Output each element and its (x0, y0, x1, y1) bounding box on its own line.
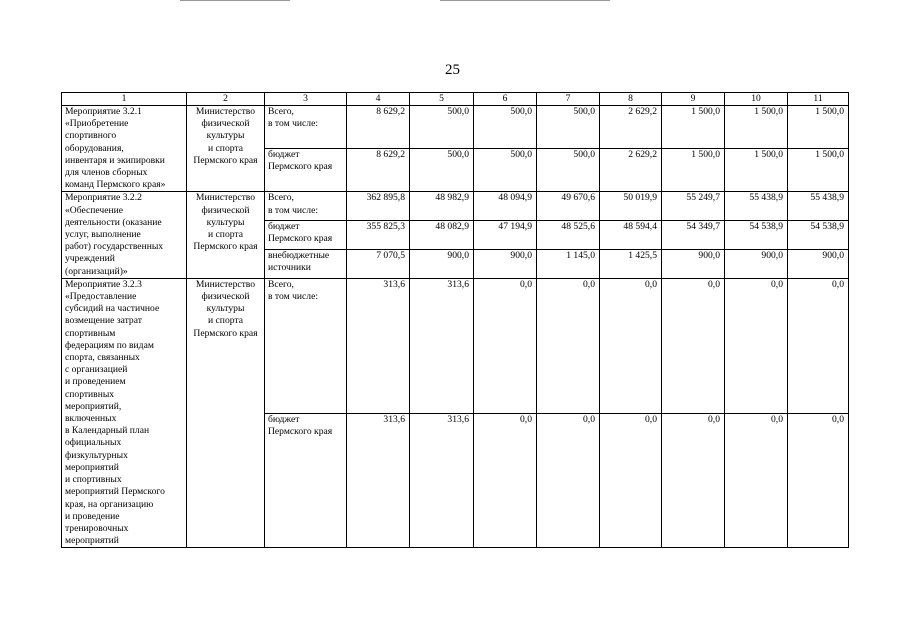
executor-line: Министерство (195, 278, 256, 290)
event-name-line: официальных (65, 437, 122, 449)
amount-cell: 7 070,5 (347, 250, 410, 279)
event-name-line: возмещение затрат (65, 315, 142, 327)
column-header: 1 (62, 93, 187, 106)
amount-cell: 48 982,9 (410, 192, 474, 221)
table-row (62, 192, 849, 221)
amount-cell: 355 825,3 (347, 221, 410, 250)
executor-cell (187, 106, 265, 192)
funding-source-line: в том числе: (268, 291, 319, 303)
event-name-line: оборудования, (65, 142, 124, 154)
funding-source-line: Всего, (268, 278, 294, 290)
column-header: 7 (537, 93, 600, 106)
amount-cell: 900,0 (662, 250, 725, 279)
budget-table (61, 92, 849, 548)
event-name-line: в Календарный план (65, 425, 150, 437)
event-name-line: спортивных (65, 388, 115, 400)
column-header: 11 (788, 93, 849, 106)
amount-cell: 0,0 (788, 413, 849, 548)
amount-cell: 0,0 (725, 278, 788, 413)
event-name-line: субсидий на частичное (65, 303, 160, 315)
event-name-line: края, на организацию (65, 498, 154, 510)
column-header-row (62, 93, 849, 106)
column-header: 8 (600, 93, 662, 106)
executor-line: культуры (206, 130, 245, 142)
scan-edge-right (440, 0, 610, 1)
amount-cell: 362 895,8 (347, 192, 410, 221)
amount-cell: 313,6 (347, 413, 410, 548)
column-header: 4 (347, 93, 410, 106)
event-name-line: и спортивных (65, 474, 122, 486)
event-name-line: Мероприятие 3.2.2 (65, 192, 142, 204)
amount-cell: 0,0 (537, 278, 600, 413)
column-header: 6 (474, 93, 537, 106)
table-row (62, 278, 849, 413)
amount-cell: 48 094,9 (474, 192, 537, 221)
event-name-line: мероприятий Пермского (65, 486, 165, 498)
column-header: 2 (187, 93, 265, 106)
event-name-line: тренировочных (65, 522, 129, 534)
amount-cell: 1 500,0 (662, 149, 725, 192)
executor-cell (187, 278, 265, 547)
executor-line: физической (201, 204, 250, 216)
funding-source-line: Пермского края (268, 161, 333, 173)
amount-cell: 900,0 (788, 250, 849, 279)
amount-cell: 48 525,6 (537, 221, 600, 250)
event-name-line: команд Пермского края» (65, 179, 166, 191)
event-name-line: деятельности (оказание (65, 216, 162, 228)
amount-cell: 500,0 (474, 149, 537, 192)
amount-cell: 8 629,2 (347, 106, 410, 149)
funding-source-line: бюджет (268, 149, 300, 161)
event-name-line: мероприятий (65, 461, 119, 473)
funding-source-line: бюджет (268, 221, 300, 233)
event-name-line: работ) государственных (65, 241, 164, 253)
executor-line: Министерство (195, 192, 256, 204)
amount-cell: 0,0 (474, 413, 537, 548)
executor-line: культуры (206, 303, 245, 315)
amount-cell: 500,0 (537, 106, 600, 149)
amount-cell: 1 145,0 (537, 250, 600, 279)
event-name-line: услуг, выполнение (65, 229, 141, 241)
amount-cell: 500,0 (410, 149, 474, 192)
table-row (62, 106, 849, 149)
event-name-line: «Приобретение (65, 118, 129, 130)
event-name-line: физкультурных (65, 449, 128, 461)
funding-source-line: Всего, (268, 106, 294, 117)
amount-cell: 500,0 (474, 106, 537, 149)
amount-cell: 500,0 (537, 149, 600, 192)
amount-cell: 2 629,2 (600, 149, 662, 192)
executor-cell (187, 192, 265, 278)
funding-source-line: источники (268, 262, 311, 274)
amount-cell: 48 082,9 (410, 221, 474, 250)
funding-source-line: Пермского края (268, 425, 333, 437)
amount-cell: 55 438,9 (725, 192, 788, 221)
amount-cell: 900,0 (474, 250, 537, 279)
table-body (62, 93, 849, 548)
event-name-line: учреждений (65, 253, 115, 265)
funding-source-cell (265, 278, 347, 413)
amount-cell: 1 500,0 (662, 106, 725, 149)
event-name-line: включенных (65, 413, 117, 425)
funding-source-cell (265, 149, 347, 192)
amount-cell: 313,6 (347, 278, 410, 413)
amount-cell: 0,0 (788, 278, 849, 413)
column-header: 9 (662, 93, 725, 106)
amount-cell: 900,0 (725, 250, 788, 279)
funding-source-cell (265, 221, 347, 250)
amount-cell: 1 500,0 (725, 106, 788, 149)
executor-line: Министерство (195, 106, 256, 117)
funding-source-cell (265, 250, 347, 279)
funding-source-cell (265, 106, 347, 149)
amount-cell: 1 500,0 (788, 106, 849, 149)
executor-line: и спорта (208, 142, 243, 154)
amount-cell: 0,0 (600, 278, 662, 413)
funding-source-line: в том числе: (268, 118, 319, 130)
event-name-line: мероприятий (65, 535, 119, 547)
event-name-line: с организацией (65, 364, 128, 376)
event-name-line: и проведение (65, 510, 120, 522)
executor-line: культуры (206, 216, 245, 228)
funding-source-cell (265, 413, 347, 548)
funding-source-line: Всего, (268, 192, 294, 204)
event-name-line: Мероприятие 3.2.1 (65, 106, 142, 117)
amount-cell: 900,0 (410, 250, 474, 279)
amount-cell: 54 538,9 (788, 221, 849, 250)
amount-cell: 0,0 (662, 413, 725, 548)
page-number: 25 (445, 62, 460, 78)
event-name-line: федерациям по видам (65, 339, 154, 351)
amount-cell: 1 500,0 (788, 149, 849, 192)
amount-cell: 50 019,9 (600, 192, 662, 221)
funding-source-cell (265, 192, 347, 221)
executor-line: и спорта (208, 229, 243, 241)
amount-cell: 0,0 (662, 278, 725, 413)
amount-cell: 55 249,7 (662, 192, 725, 221)
amount-cell: 0,0 (474, 278, 537, 413)
amount-cell: 54 349,7 (662, 221, 725, 250)
amount-cell: 500,0 (410, 106, 474, 149)
event-name-line: инвентаря и экипировки (65, 154, 165, 166)
amount-cell: 55 438,9 (788, 192, 849, 221)
event-name-line: спортивного (65, 130, 117, 142)
executor-line: физической (201, 291, 250, 303)
column-header: 3 (265, 93, 347, 106)
funding-source-line: внебюджетные (268, 250, 330, 262)
funding-source-line: Пермского края (268, 233, 333, 245)
executor-line: Пермского края (193, 327, 258, 339)
scan-edge-left (180, 0, 290, 1)
event-name-line: «Обеспечение (65, 204, 123, 216)
funding-source-line: бюджет (268, 413, 300, 425)
amount-cell: 8 629,2 (347, 149, 410, 192)
amount-cell: 48 594,4 (600, 221, 662, 250)
column-header: 5 (410, 93, 474, 106)
column-header: 10 (725, 93, 788, 106)
amount-cell: 1 425,5 (600, 250, 662, 279)
event-name-line: спортивным (65, 327, 116, 339)
event-name-cell (62, 192, 187, 278)
amount-cell: 1 500,0 (725, 149, 788, 192)
amount-cell: 49 670,6 (537, 192, 600, 221)
amount-cell: 313,6 (410, 413, 474, 548)
event-name-line: Мероприятие 3.2.3 (65, 278, 142, 290)
event-name-cell (62, 106, 187, 192)
event-name-line: (организаций)» (65, 265, 128, 277)
amount-cell: 0,0 (537, 413, 600, 548)
executor-line: физической (201, 118, 250, 130)
amount-cell: 0,0 (600, 413, 662, 548)
funding-source-line: в том числе: (268, 204, 319, 216)
event-name-line: «Предоставление (65, 291, 137, 303)
event-name-line: мероприятий, (65, 400, 122, 412)
executor-line: Пермского края (193, 241, 258, 253)
executor-line: и спорта (208, 315, 243, 327)
amount-cell: 2 629,2 (600, 106, 662, 149)
amount-cell: 313,6 (410, 278, 474, 413)
executor-line: Пермского края (193, 154, 258, 166)
event-name-line: и проведением (65, 376, 126, 388)
event-name-line: для членов сборных (65, 167, 148, 179)
event-name-cell (62, 278, 187, 547)
amount-cell: 54 538,9 (725, 221, 788, 250)
amount-cell: 0,0 (725, 413, 788, 548)
amount-cell: 47 194,9 (474, 221, 537, 250)
event-name-line: спорта, связанных (65, 352, 140, 364)
